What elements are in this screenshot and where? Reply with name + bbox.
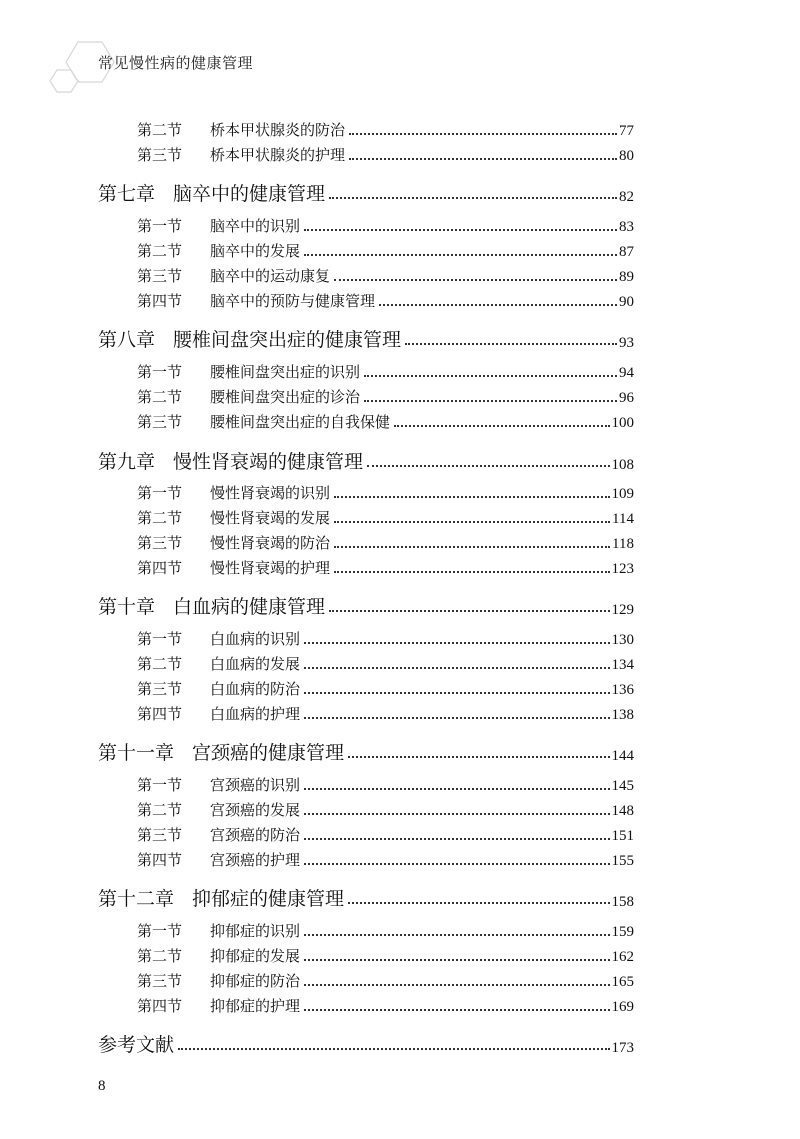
toc-section-entry[interactable] — [137, 773, 634, 795]
toc-chapter-entry[interactable] — [98, 326, 634, 352]
section-number: 第一节 — [137, 776, 183, 794]
section-title: 桥本甲状腺炎的护理 — [210, 146, 346, 164]
dot-leader — [304, 254, 617, 256]
section-number: 第三节 — [137, 680, 183, 698]
page-ref: 93 — [619, 335, 634, 351]
section-title: 抑郁症的发展 — [210, 947, 301, 965]
page-ref: 173 — [611, 1040, 634, 1056]
dot-leader — [304, 813, 609, 815]
section-number: 第二节 — [137, 388, 183, 406]
section-title: 慢性肾衰竭的护理 — [210, 559, 331, 577]
dot-leader — [304, 863, 609, 865]
page-ref: 96 — [619, 390, 634, 406]
chapter-title: 脑卒中的健康管理 — [173, 183, 326, 205]
section-number: 第一节 — [137, 363, 183, 381]
section-title: 白血病的防治 — [210, 680, 301, 698]
section-title: 脑卒中的预防与健康管理 — [210, 292, 376, 310]
section-number: 第三节 — [137, 146, 183, 164]
dot-leader — [348, 902, 609, 904]
page-ref: 114 — [612, 511, 634, 527]
chapter-number: 第十二章 — [98, 888, 175, 910]
dot-leader — [334, 571, 609, 573]
section-number: 第三节 — [137, 534, 183, 552]
page-number: 8 — [98, 1078, 106, 1094]
section-title: 白血病的发展 — [210, 655, 301, 673]
section-title: 白血病的护理 — [210, 705, 301, 723]
toc-section-entry[interactable] — [137, 289, 634, 311]
section-title: 宫颈癌的防治 — [210, 826, 301, 844]
section-title: 脑卒中的识别 — [210, 217, 301, 235]
toc-section-entry[interactable] — [137, 385, 634, 407]
toc-chapter-entry[interactable] — [98, 180, 634, 206]
section-number: 第四节 — [137, 997, 183, 1015]
page-ref: 87 — [619, 244, 634, 260]
page-ref: 165 — [611, 974, 634, 990]
section-title: 宫颈癌的护理 — [210, 851, 301, 869]
toc-section-entry[interactable] — [137, 531, 634, 553]
dot-leader — [364, 375, 617, 377]
section-title: 抑郁症的护理 — [210, 997, 301, 1015]
toc-section-entry[interactable] — [137, 214, 634, 236]
page-ref: 89 — [619, 269, 634, 285]
page-ref: 151 — [611, 828, 634, 844]
page-ref: 94 — [619, 365, 634, 381]
dot-leader — [405, 343, 617, 345]
section-number: 第四节 — [137, 559, 183, 577]
chapter-title: 慢性肾衰竭的健康管理 — [173, 451, 364, 473]
page-ref: 162 — [611, 949, 634, 965]
section-number: 第四节 — [137, 851, 183, 869]
chapter-number: 第九章 — [98, 451, 156, 473]
dot-leader — [349, 133, 617, 135]
section-number: 第一节 — [137, 922, 183, 940]
chapter-title: 宫颈癌的健康管理 — [192, 742, 345, 764]
chapter-title: 腰椎间盘突出症的健康管理 — [173, 329, 402, 351]
section-number: 第三节 — [137, 267, 183, 285]
chapter-number: 第十章 — [98, 596, 156, 618]
page-ref: 130 — [611, 632, 634, 648]
page-ref: 134 — [611, 657, 634, 673]
dot-leader — [304, 959, 609, 961]
section-title: 腰椎间盘突出症的诊治 — [210, 388, 361, 406]
section-number: 第三节 — [137, 826, 183, 844]
page-ref: 169 — [611, 999, 634, 1015]
toc-section-entry[interactable] — [137, 118, 634, 140]
chapter-number: 第八章 — [98, 329, 156, 351]
dot-leader — [304, 642, 609, 644]
section-title: 宫颈癌的识别 — [210, 776, 301, 794]
section-title: 脑卒中的运动康复 — [210, 267, 331, 285]
page-ref: 80 — [619, 148, 634, 164]
dot-leader — [304, 838, 609, 840]
toc-section-entry[interactable] — [137, 994, 634, 1016]
section-number: 第三节 — [137, 972, 183, 990]
page-ref: 144 — [611, 748, 634, 764]
toc-section-entry[interactable] — [137, 506, 634, 528]
toc-section-entry[interactable] — [137, 360, 634, 382]
section-number: 第一节 — [137, 217, 183, 235]
toc-section-entry[interactable] — [137, 481, 634, 503]
dot-leader — [334, 496, 609, 498]
section-number: 第二节 — [137, 242, 183, 260]
toc-section-entry[interactable] — [137, 652, 634, 674]
section-title: 宫颈癌的发展 — [210, 801, 301, 819]
toc-chapter-entry[interactable] — [98, 739, 634, 765]
toc-section-entry[interactable] — [137, 264, 634, 286]
page-ref: 158 — [611, 894, 634, 910]
dot-leader — [304, 1009, 609, 1011]
toc-section-entry[interactable] — [137, 410, 634, 432]
section-title: 慢性肾衰竭的识别 — [210, 484, 331, 502]
dot-leader — [394, 425, 609, 427]
page-ref: 123 — [611, 561, 634, 577]
section-number: 第二节 — [137, 947, 183, 965]
section-title: 抑郁症的防治 — [210, 972, 301, 990]
dot-leader — [304, 692, 609, 694]
page-ref: 109 — [611, 486, 634, 502]
toc-section-entry[interactable] — [137, 944, 634, 966]
toc-section-entry[interactable] — [137, 823, 634, 845]
section-title: 慢性肾衰竭的发展 — [210, 509, 331, 527]
dot-leader — [329, 197, 617, 199]
page-ref: 77 — [619, 123, 634, 139]
dot-leader — [304, 667, 609, 669]
chapter-title: 抑郁症的健康管理 — [192, 888, 345, 910]
toc-section-entry[interactable] — [137, 143, 634, 165]
dot-leader — [304, 984, 609, 986]
toc-section-entry[interactable] — [137, 919, 634, 941]
page-ref: 155 — [611, 853, 634, 869]
dot-leader — [349, 158, 617, 160]
section-number: 第三节 — [137, 413, 183, 431]
running-title: 常见慢性病的健康管理 — [98, 54, 254, 72]
page-ref: 100 — [611, 415, 634, 431]
dot-leader — [348, 756, 609, 758]
chapter-title: 参考文献 — [98, 1034, 175, 1056]
dot-leader — [304, 717, 609, 719]
section-number: 第四节 — [137, 705, 183, 723]
page-ref: 108 — [611, 457, 634, 473]
page-ref: 159 — [611, 924, 634, 940]
toc-chapter-entry[interactable] — [98, 1031, 634, 1057]
page-ref: 90 — [619, 294, 634, 310]
dot-leader — [379, 304, 617, 306]
section-number: 第四节 — [137, 292, 183, 310]
dot-leader — [304, 788, 609, 790]
section-title: 腰椎间盘突出症的自我保健 — [210, 413, 391, 431]
dot-leader — [334, 279, 617, 281]
dot-leader — [364, 400, 617, 402]
section-number: 第二节 — [137, 801, 183, 819]
chapter-title: 白血病的健康管理 — [173, 596, 326, 618]
page-ref: 145 — [611, 778, 634, 794]
toc-section-entry[interactable] — [137, 239, 634, 261]
section-number: 第二节 — [137, 509, 183, 527]
dot-leader — [304, 229, 617, 231]
toc-section-entry[interactable] — [137, 627, 634, 649]
toc-section-entry[interactable] — [137, 556, 634, 578]
dot-leader — [329, 610, 609, 612]
section-number: 第一节 — [137, 630, 183, 648]
section-title: 白血病的识别 — [210, 630, 301, 648]
page-ref: 83 — [619, 219, 634, 235]
toc-chapter-entry[interactable] — [98, 593, 634, 619]
dot-leader — [178, 1048, 609, 1050]
section-title: 抑郁症的识别 — [210, 922, 301, 940]
toc-section-entry[interactable] — [137, 677, 634, 699]
toc-section-entry[interactable] — [137, 702, 634, 724]
chapter-number: 第十一章 — [98, 742, 175, 764]
section-number: 第二节 — [137, 655, 183, 673]
section-title: 脑卒中的发展 — [210, 242, 301, 260]
page-ref: 148 — [611, 803, 634, 819]
chapter-number: 第七章 — [98, 183, 156, 205]
section-title: 腰椎间盘突出症的识别 — [210, 363, 361, 381]
section-number: 第一节 — [137, 484, 183, 502]
dot-leader — [367, 465, 609, 467]
dot-leader — [334, 521, 610, 523]
toc-section-entry[interactable] — [137, 969, 634, 991]
page-ref: 136 — [611, 682, 634, 698]
dot-leader — [334, 546, 610, 548]
page-ref: 129 — [611, 602, 634, 618]
dot-leader — [304, 934, 609, 936]
page-ref: 82 — [619, 189, 634, 205]
section-title: 慢性肾衰竭的防治 — [210, 534, 331, 552]
page-ref: 118 — [612, 536, 634, 552]
toc-chapter-entry[interactable] — [98, 885, 634, 911]
section-number: 第二节 — [137, 121, 183, 139]
section-title: 桥本甲状腺炎的防治 — [210, 121, 346, 139]
page-ref: 138 — [611, 707, 634, 723]
toc-section-entry[interactable] — [137, 798, 634, 820]
toc-section-entry[interactable] — [137, 848, 634, 870]
toc-chapter-entry[interactable] — [98, 448, 634, 474]
